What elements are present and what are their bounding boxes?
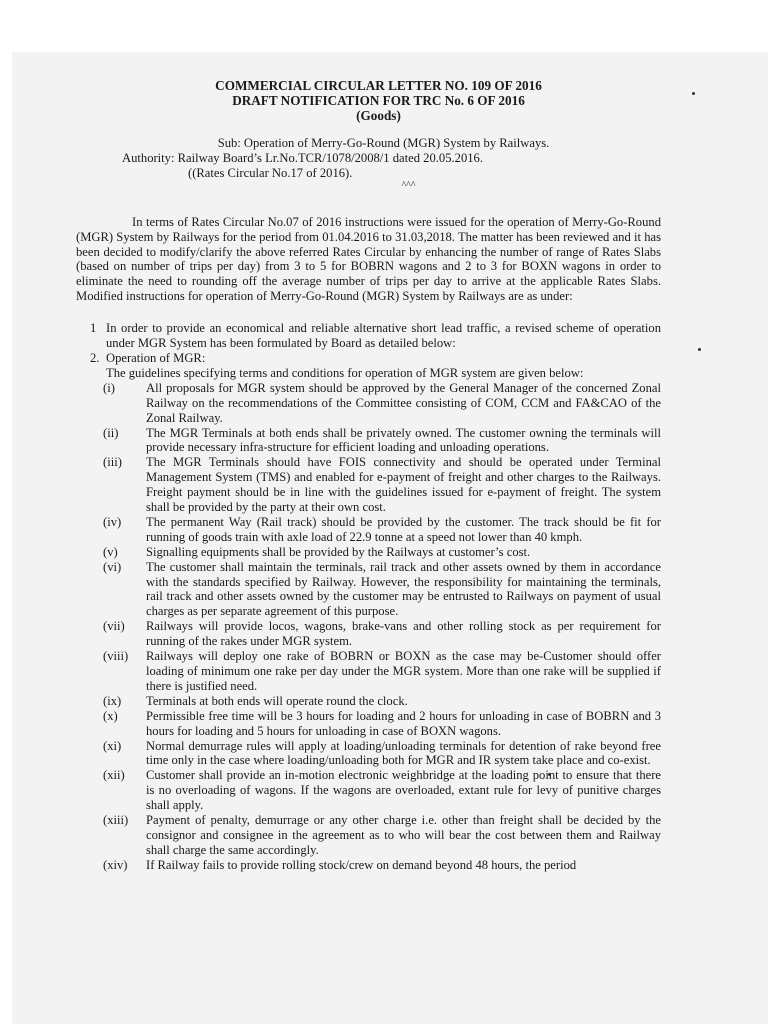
clause-number: (iv) (103, 514, 122, 529)
scan-speck (692, 92, 695, 95)
numbered-item-2 (76, 351, 661, 366)
clause-text: Railways will provide locos, wagons, brake-vans and other rolling stock as per requirement for running of the rakes under MGR system. (146, 619, 661, 649)
clause-text: The MGR Terminals should have FOIS connectivity and should be operated under Terminal Management System (TMS) and enabled for e-payment of freight and other charges to the Railways. Freight payment should be in line with the guidelines issued for e-payment of freight. The system shall be provided by the party at their own cost. (146, 455, 661, 515)
clause-ix (76, 694, 661, 709)
scan-speck (698, 348, 701, 351)
clause-xiii (76, 813, 661, 858)
clause-number: (xiii) (103, 813, 129, 828)
separator-mark: ^^^ (401, 179, 416, 191)
clause-number: (ix) (103, 693, 122, 708)
item-text: In order to provide an economical and reliable alternative short lead traffic, a revised scheme of operation under MGR System has been formulated by Board as detailed below: (106, 321, 661, 351)
clause-text: Terminals at both ends will operate round the clock. (146, 693, 408, 708)
clause-number: (x) (103, 708, 118, 723)
clause-text: Signalling equipments shall be provided by the Railways at customer’s cost. (146, 544, 531, 559)
clause-xi (76, 739, 661, 769)
clause-text: Customer shall provide an in-motion electronic weighbridge at the loading point to ensure that there is no overloading of wagons. If the wagons are overloaded, extant rule for levy of punitive charges shall apply. (146, 768, 661, 813)
clause-vi (76, 560, 661, 620)
clause-number: (vii) (103, 619, 125, 634)
clause-number: (v) (103, 544, 118, 559)
clause-text: Normal demurrage rules will apply at loading/unloading terminals for detention of rake beyond free time only in the case where loading/unloading both for MGR and IR system take place and co-exist. (146, 738, 661, 768)
clause-text: Permissible free time will be 3 hours for loading and 2 hours for unloading in case of BOBRN and 3 hours for loading and 5 hours for unloading in case of BOXN wagons. (146, 708, 661, 738)
clause-number: (iii) (103, 455, 122, 470)
clause-i (76, 381, 661, 426)
clause-x (76, 709, 661, 739)
clause-number: (xi) (103, 738, 122, 753)
clause-v (76, 545, 661, 560)
intro-paragraph: In terms of Rates Circular No.07 of 2016 instructions were issued for the operation of Merry-Go-Round (MGR) System by Railways for the period from 01.04.2016 to 31.03,2018. The matter has been reviewed and it has been decided to modify/clarify the above referred Rates Circular by enhancing the number of range of Rates Slabs (based on number of trips per day) from 3 to 5 for BOBRN wagons and 2 to 3 for BOXN wagons in order to eliminate the need to rounding off the average number of trips per day to arrive at the applicable Rates Slabs. Modified instructions for operation of Merry-Go-Round (MGR) System by Railways are as under: (76, 214, 661, 304)
clause-text: All proposals for MGR system should be approved by the General Manager of the concerned Zonal Railway on the recommendations of the Committee consisting of COM, CCM and FA&CAO of the Zonal Railway. (146, 380, 661, 425)
item-number: 2. (90, 350, 100, 365)
clause-text: The permanent Way (Rail track) should be provided by the customer. The track should be fit for running of goods train with axle load of 22.9 tonne at a speed not lower than 40 kmph. (146, 514, 661, 544)
authority-line: Authority: Railway Board’s Lr.No.TCR/1078/2008/1 dated 20.05.2016. (122, 150, 483, 165)
clause-ii (76, 426, 661, 456)
clause-number: (xii) (103, 768, 125, 783)
clause-number: (vi) (103, 559, 122, 574)
rates-circular-line: ((Rates Circular No.17 of 2016). (188, 165, 353, 180)
clause-number: (viii) (103, 649, 129, 664)
numbered-item-1 (76, 321, 661, 351)
subject-line: Sub: Operation of Merry-Go-Round (MGR) System by Railways. (217, 136, 550, 150)
clause-number: (ii) (103, 425, 119, 440)
document-body (76, 78, 661, 873)
clause-text: The MGR Terminals at both ends shall be privately owned. The customer owning the terminals will provide necessary infra-structure for efficient loading and unloading operations. (146, 425, 661, 455)
clause-viii (76, 649, 661, 694)
clause-text: Railways will deploy one rake of BOBRN or BOXN as the case may be-Customer should offer loading of minimum one rake per day under the MGR system. More than one rake will be supplied if there is justified need. (146, 649, 661, 693)
clause-text: Payment of penalty, demurrage or any other charge i.e. other than freight shall be decided by the consignor and consignee in the agreement as to who will bear the cost between them and Railway shall charge the same accordingly. (146, 813, 661, 857)
circular-title: COMMERCIAL CIRCULAR LETTER NO. 109 OF 2016 (215, 78, 542, 93)
clause-vii (76, 619, 661, 649)
clause-number: (xiv) (103, 857, 128, 872)
item-number: 1 (90, 321, 97, 336)
category-label: (Goods) (356, 108, 401, 123)
clause-text: If Railway fails to provide rolling stock/crew on demand beyond 48 hours, the period (146, 857, 577, 872)
clause-iii (76, 455, 661, 515)
notification-title: DRAFT NOTIFICATION FOR TRC No. 6 OF 2016 (232, 93, 525, 108)
item-text: Operation of MGR: (106, 350, 206, 365)
guidelines-intro: The guidelines specifying terms and conditions for operation of MGR system are given below: (106, 365, 584, 380)
document-page (12, 52, 768, 1024)
clause-xii (76, 768, 661, 813)
clause-xiv (76, 858, 661, 873)
clause-text: The customer shall maintain the terminals, rail track and other assets owned by them in accordance with the standards specified by Railway. However, the responsibility for maintaining the terminals, rail track and other assets owned by the customer may be entrusted to Railways on payment of usual charges as per separate agreement of this purpose. (146, 559, 661, 619)
clause-number: (i) (103, 380, 115, 395)
clause-iv (76, 515, 661, 545)
